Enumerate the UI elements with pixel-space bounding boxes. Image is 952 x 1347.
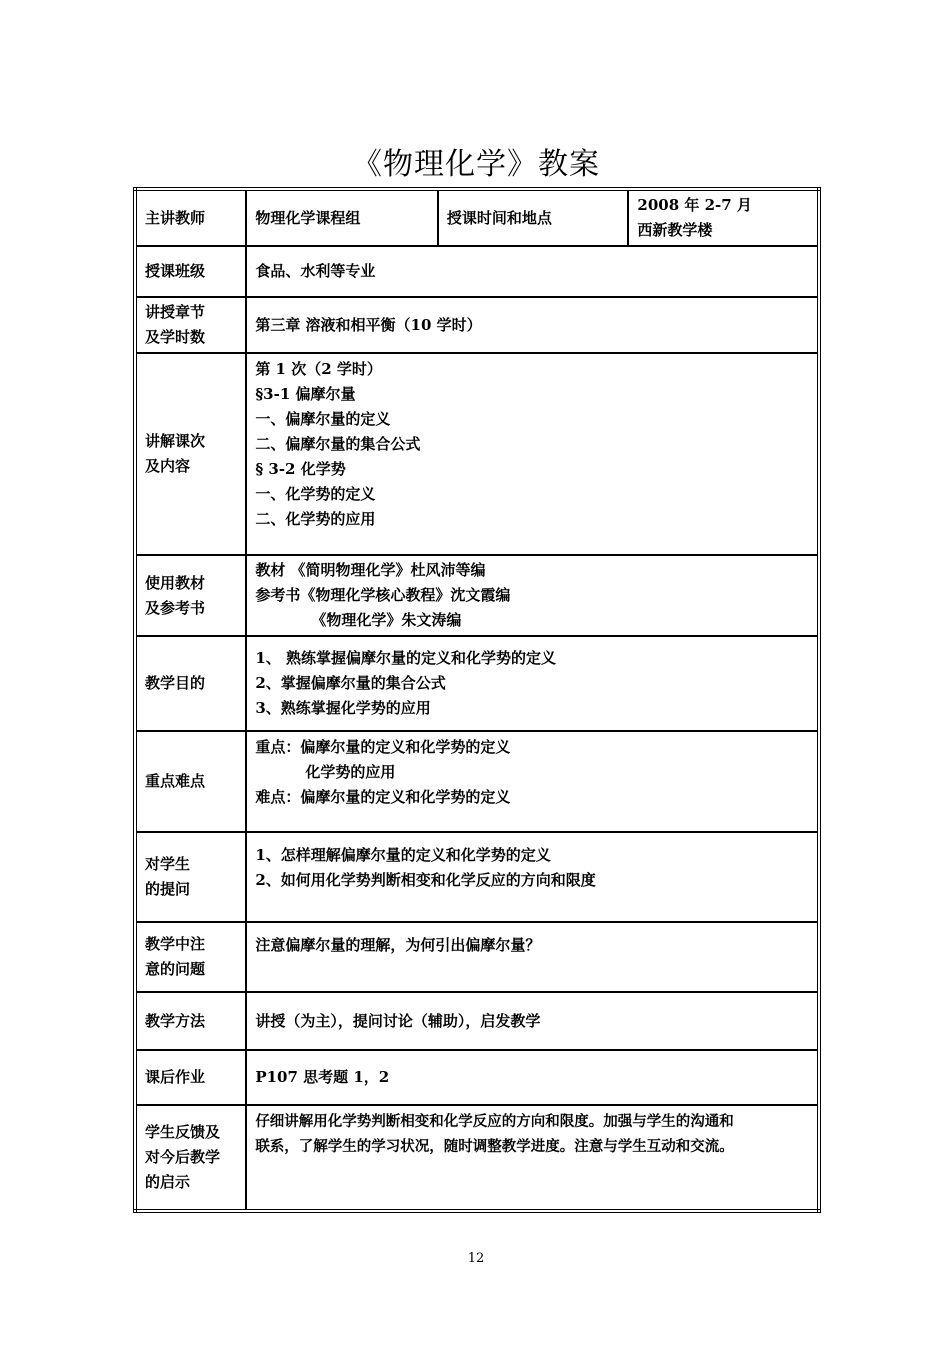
chapter-label-line1: 讲授章节: [145, 303, 206, 321]
place-value: 西新教学楼: [637, 221, 713, 239]
feedback-line: 仔细讲解用化学势判断相变和化学反应的方向和限度。加强与学生的沟通和: [255, 1113, 734, 1130]
textbooks-value: [246, 555, 819, 636]
content-line: 二、化学势的应用: [255, 510, 376, 528]
row-objectives: [135, 636, 819, 731]
attention-label: [135, 922, 246, 992]
key-point-line: 难点：偏摩尔量的定义和化学势的定义: [255, 788, 511, 806]
questions-label-line2: 的提问: [145, 880, 191, 898]
content-line: 第 1 次（2 学时）: [255, 360, 382, 378]
content-line: 一、偏摩尔量的定义: [255, 410, 391, 428]
teacher-value: 物理化学课程组: [246, 189, 438, 246]
row-feedback: [135, 1105, 819, 1211]
row-textbooks: [135, 555, 819, 636]
chapter-value: 第三章 溶液和相平衡（10 学时）: [246, 297, 819, 353]
content-value: [246, 353, 819, 555]
time-value: 2008 年 2-7 月: [637, 196, 752, 214]
content-line: §3-1 偏摩尔量: [255, 385, 356, 403]
teacher-label: 主讲教师: [135, 189, 246, 246]
feedback-label-line1: 学生反馈及: [145, 1123, 221, 1141]
textbooks-label-line2: 及参考书: [145, 598, 206, 617]
key-point-line: 重点：偏摩尔量的定义和化学势的定义: [255, 738, 511, 756]
content-line: 一、化学势的定义: [255, 485, 376, 503]
method-label: 教学方法: [135, 992, 246, 1050]
questions-label: [135, 832, 246, 922]
question-line: 1、怎样理解偏摩尔量的定义和化学势的定义: [255, 846, 551, 864]
feedback-value: [246, 1105, 819, 1211]
chapter-label-line2: 及学时数: [145, 328, 206, 346]
method-value: 讲授（为主），提问讨论（辅助），启发教学: [246, 992, 819, 1050]
page-title: 《物理化学》教案: [352, 147, 600, 182]
key-point-line: 化学势的应用: [305, 763, 396, 781]
key-points-label: 重点难点: [135, 731, 246, 832]
class-label: 授课班级: [135, 246, 246, 297]
textbooks-label: [135, 555, 246, 636]
row-key-points: [135, 731, 819, 832]
objective-line: 2、掌握偏摩尔量的集合公式: [255, 674, 446, 692]
content-label-line1: 讲解课次: [145, 432, 206, 450]
textbook-line: 教材 《简明物理化学》杜风沛等编: [255, 561, 486, 579]
row-teacher: [135, 189, 819, 246]
objectives-value: [246, 636, 819, 731]
row-class: [135, 246, 819, 297]
row-homework: [135, 1050, 819, 1105]
textbook-line: 《物理化学》朱文涛编: [311, 611, 462, 629]
row-attention: [135, 922, 819, 992]
homework-label: 课后作业: [135, 1050, 246, 1105]
time-place-label: 授课时间和地点: [438, 189, 629, 246]
questions-value: [246, 832, 819, 922]
row-content: [135, 353, 819, 555]
textbooks-label-line1: 使用教材: [145, 573, 206, 592]
content-label-line2: 及内容: [145, 457, 191, 475]
objectives-label: 教学目的: [135, 636, 246, 731]
feedback-label-line3: 的启示: [145, 1173, 191, 1191]
objective-line: 3、熟练掌握化学势的应用: [255, 699, 431, 717]
key-points-value: [246, 731, 819, 832]
feedback-label-line2: 对今后教学: [145, 1148, 221, 1166]
class-value: 食品、水利等专业: [246, 246, 819, 297]
content-line: § 3-2 化学势: [255, 460, 346, 478]
chapter-label: [135, 297, 246, 353]
feedback-line: 联系，了解学生的学习状况，随时调整教学进度。注意与学生互动和交流。: [255, 1138, 734, 1155]
content-label: [135, 353, 246, 555]
questions-label-line1: 对学生: [145, 855, 191, 873]
feedback-label: [135, 1105, 246, 1211]
time-place-value: [628, 189, 819, 246]
question-line: 2、如何用化学势判断相变和化学反应的方向和限度: [255, 871, 596, 889]
page-number: 12: [467, 1251, 485, 1266]
attention-label-line1: 教学中注: [145, 935, 206, 953]
textbook-line: 参考书《物理化学核心教程》沈文霞编: [255, 586, 511, 604]
lesson-plan-table: [133, 187, 821, 1213]
row-method: [135, 992, 819, 1050]
attention-label-line2: 意的问题: [145, 960, 206, 978]
row-questions: [135, 832, 819, 922]
content-line: 二、偏摩尔量的集合公式: [255, 435, 421, 453]
objective-line: 1、 熟练掌握偏摩尔量的定义和化学势的定义: [255, 649, 556, 667]
attention-value: 注意偏摩尔量的理解，为何引出偏摩尔量？: [246, 922, 819, 992]
homework-value: P107 思考题 1，2: [246, 1050, 819, 1105]
row-chapter: [135, 297, 819, 353]
